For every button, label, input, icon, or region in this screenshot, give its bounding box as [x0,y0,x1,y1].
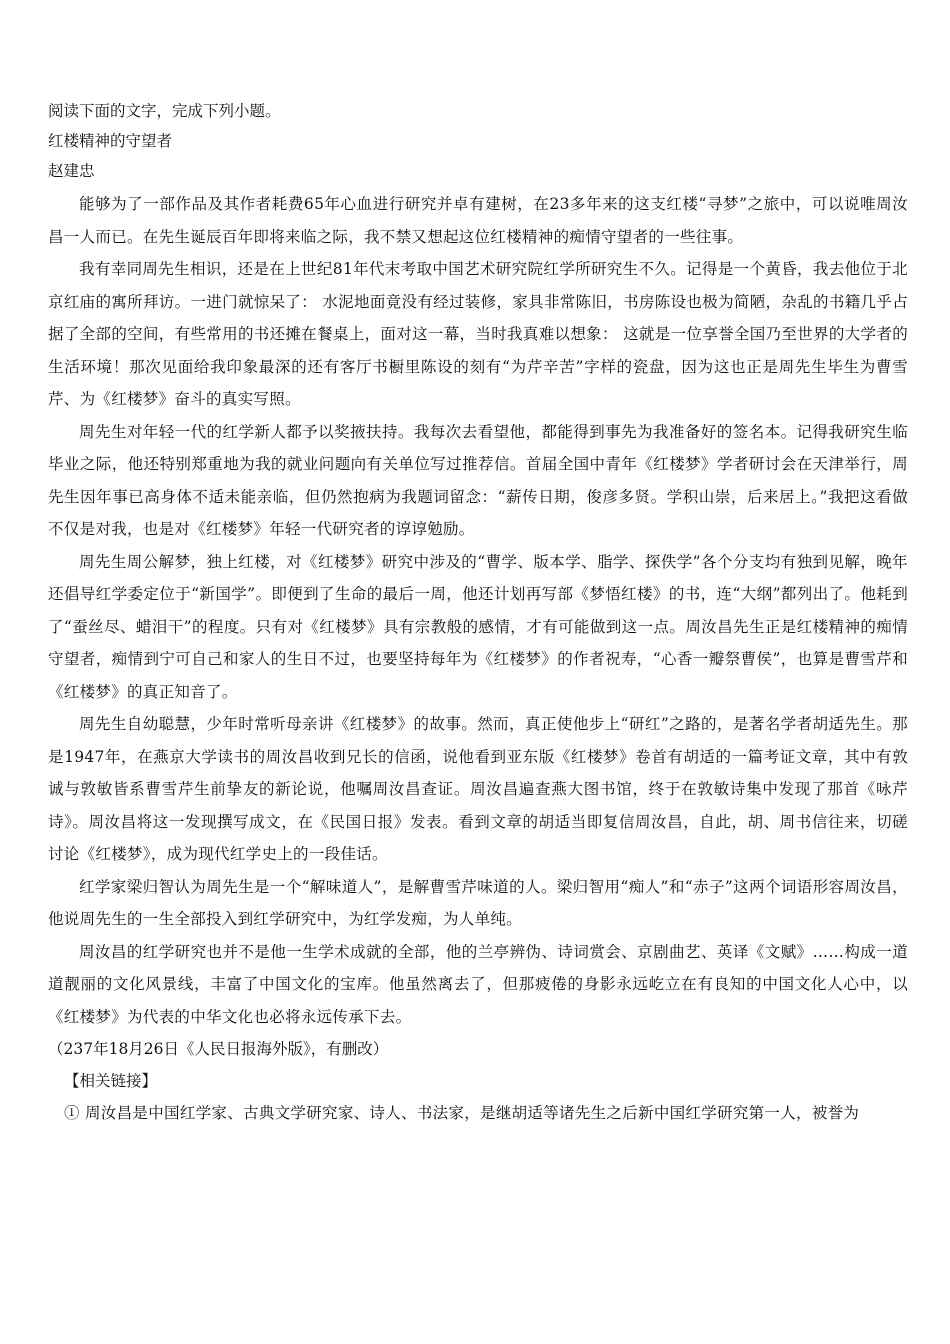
article-source: （237年18月26日《人民日报海外版》，有删改） [48,1040,389,1058]
paragraph: 能够为了一部作品及其作者耗费65年心血进行研究并卓有建树，在23多年来的这支红楼“寻梦”之旅中，可以说唯周汝昌一人而已。在先生诞辰百年即将来临之际，我不禁又想起这位红楼精神的痴情守望者的一些往事。 [48,195,908,246]
paragraph: 周先生自幼聪慧，少年时常听母亲讲《红楼梦》的故事。然而，真正使他步上“研红”之路的，是著名学者胡适先生。那是1947年，在燕京大学读书的周汝昌收到兄长的信函，说他看到亚东版《红楼梦》卷首有胡适的一篇考证文章，其中有敦诚与敦敏皆系曹雪芹生前挚友的新论说，他嘱周汝昌查证。周汝昌遍查燕大图书馆，终于在敦敏诗集中发现了那首《咏芹诗》。周汝昌将这一发现撰写成文，在《民国日报》发表。看到文章的胡适当即复信周汝昌，自此，胡、周书信往来，切磋讨论《红楼梦》，成为现代红学史上的一段佳话。 [48,715,908,863]
instruction: 阅读下面的文字，完成下列小题。 [48,102,281,120]
document-page [48,96,908,1129]
paragraph: 红学家梁归智认为周先生是一个“解味道人”，是解曹雪芹味道的人。梁归智用“痴人”和“赤子”这两个词语形容周汝昌，他说周先生的一生全部投入到红学研究中，为红学发痴，为人单纯。 [48,877,908,928]
article-title: 红楼精神的守望者 [48,132,173,150]
article-author: 赵建忠 [48,162,95,180]
paragraph: 我有幸同周先生相识，还是在上世纪81年代末考取中国艺术研究院红学所研究生不久。记得是一个黄昏，我去他位于北京红庙的寓所拜访。一进门就惊呆了： 水泥地面竟没有经过装修，家具非常陈旧，书房陈设也极为简陋，杂乱的书籍几乎占据了全部的空间，有些常用的书还摊在餐桌上，面对这一幕，当时我真难以想象： 这就是一位享誉全国乃至世界的大学者的生活环境！那次见面给我印象最深的还有客厅书橱里陈设的刻有“为芹辛苦”字样的瓷盘，因为这也正是周先生毕生为曹雪芹、为《红楼梦》奋斗的真实写照。 [48,260,908,408]
related-links-title: 【相关链接】 [64,1072,158,1090]
paragraph: 周汝昌的红学研究也并不是他一生学术成就的全部，他的兰亭辨伪、诗词赏会、京剧曲艺、英译《文赋》……构成一道道靓丽的文化风景线，丰富了中国文化的宝库。他虽然离去了，但那疲倦的身影永远屹立在有良知的中国文化人心中，以《红楼梦》为代表的中华文化也必将永远传承下去。 [48,942,908,1026]
paragraph: 周先生周公解梦，独上红楼，对《红楼梦》研究中涉及的“曹学、版本学、脂学、探佚学”各个分支均有独到见解，晚年还倡导红学委定位于“新国学”。即便到了生命的最后一周，他还计划再写部《梦悟红楼》的书，连“大纲”都列出了。他耗到了“蚕丝尽、蜡泪干”的程度。只有对《红楼梦》具有宗教般的感情，才有可能做到这一点。周汝昌先生正是红楼精神的痴情守望者，痴情到宁可自己和家人的生日不过，也要坚持每年为《红楼梦》的作者祝寿，“心香一瓣祭曹侯”，也算是曹雪芹和《红楼梦》的真正知音了。 [48,552,908,701]
related-link-item: ① 周汝昌是中国红学家、古典文学研究家、诗人、书法家，是继胡适等诸先生之后新中国红学研究第一人，被誉为 [64,1104,860,1122]
article-body [48,188,908,1033]
paragraph: 周先生对年轻一代的红学新人都予以奖掖扶持。我每次去看望他，都能得到事先为我准备好的签名本。记得我研究生临毕业之际，他还特别郑重地为我的就业问题向有关单位写过推荐信。首届全国中青年《红楼梦》学者研讨会在天津举行，周先生因年事已高身体不适未能亲临，但仍然抱病为我题词留念：“薪传日期，俊彦多贤。学积山崇，后来居上。”我把这看做不仅是对我，也是对《红楼梦》年轻一代研究者的谆谆勉励。 [48,422,908,538]
